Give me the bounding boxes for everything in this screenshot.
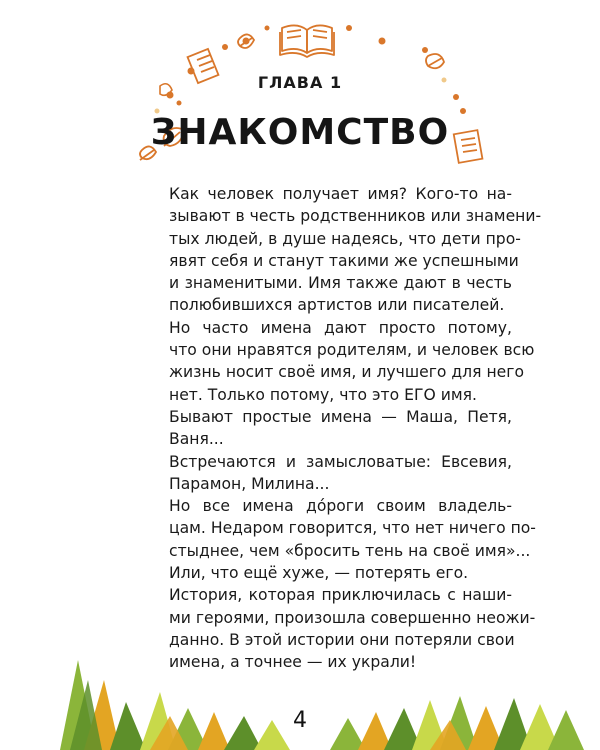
dot-icon bbox=[422, 47, 428, 53]
paragraph bbox=[140, 183, 542, 317]
text-line: что они нравятся родителям, и человек всю bbox=[169, 341, 535, 360]
text-line: жизнь носит своё имя, и лучшего для него bbox=[169, 363, 525, 382]
text-line: Или, что ещё хуже, — потерять его. bbox=[169, 564, 469, 583]
chapter-body bbox=[140, 183, 542, 674]
paragraph bbox=[140, 406, 512, 451]
text-line: зывают в честь родственников или знамени- bbox=[169, 207, 542, 226]
chapter-title: ЗНАКОМСТВО bbox=[150, 112, 450, 153]
text-line: Встречаются и замысловатые: Евсевия, bbox=[169, 452, 512, 471]
text-line: Бывают простые имена — Маша, Петя, bbox=[169, 407, 512, 426]
paragraph bbox=[140, 495, 536, 584]
text-line: данно. В этой истории они потеряли свои bbox=[169, 630, 515, 649]
chapter-label: ГЛАВА 1 bbox=[257, 73, 343, 92]
text-line: Парамон, Милина... bbox=[169, 474, 330, 493]
text-line: Ваня... bbox=[169, 430, 224, 449]
text-line: явят себя и станут такими же успешными bbox=[169, 251, 519, 270]
text-line: полюбившихся артистов или писателей. bbox=[169, 296, 505, 315]
text-line: имена, а точнее — их украли! bbox=[169, 653, 417, 672]
text-line: ми героями, произошла совершенно неожи- bbox=[169, 608, 536, 627]
dot-icon bbox=[222, 44, 228, 50]
foliage-leaves bbox=[60, 660, 584, 750]
leaf-icon bbox=[238, 34, 254, 48]
text-line: тых людей, в душе надеясь, что дети про- bbox=[169, 229, 521, 248]
text-line: Но все имена до́роги своим владель- bbox=[169, 497, 512, 516]
leaf-icon bbox=[426, 54, 444, 68]
dot-icon bbox=[453, 94, 459, 100]
text-line: и знаменитыми. Имя также дают в честь bbox=[169, 274, 512, 293]
text-line: История, которая приключилась с наши- bbox=[169, 586, 512, 605]
text-line: нет. Только потому, что это ЕГО имя. bbox=[169, 385, 477, 404]
text-line: цам. Недаром говорится, что нет ничего по- bbox=[169, 519, 536, 538]
page-number: 4 bbox=[293, 708, 307, 733]
text-line: Как человек получает имя? Кого-то на- bbox=[169, 185, 512, 203]
dot-icon bbox=[346, 25, 352, 31]
header-decoration bbox=[0, 0, 600, 200]
open-book-icon bbox=[280, 25, 334, 57]
dot-icon bbox=[265, 26, 270, 31]
dot-icon bbox=[177, 101, 182, 106]
paragraph bbox=[140, 317, 535, 406]
text-line: стыднее, чем «бросить тень на своё имя»... bbox=[169, 541, 531, 560]
text-line: Но часто имена дают просто потому, bbox=[169, 318, 512, 337]
paragraph bbox=[140, 451, 512, 496]
dot-icon bbox=[379, 38, 386, 45]
